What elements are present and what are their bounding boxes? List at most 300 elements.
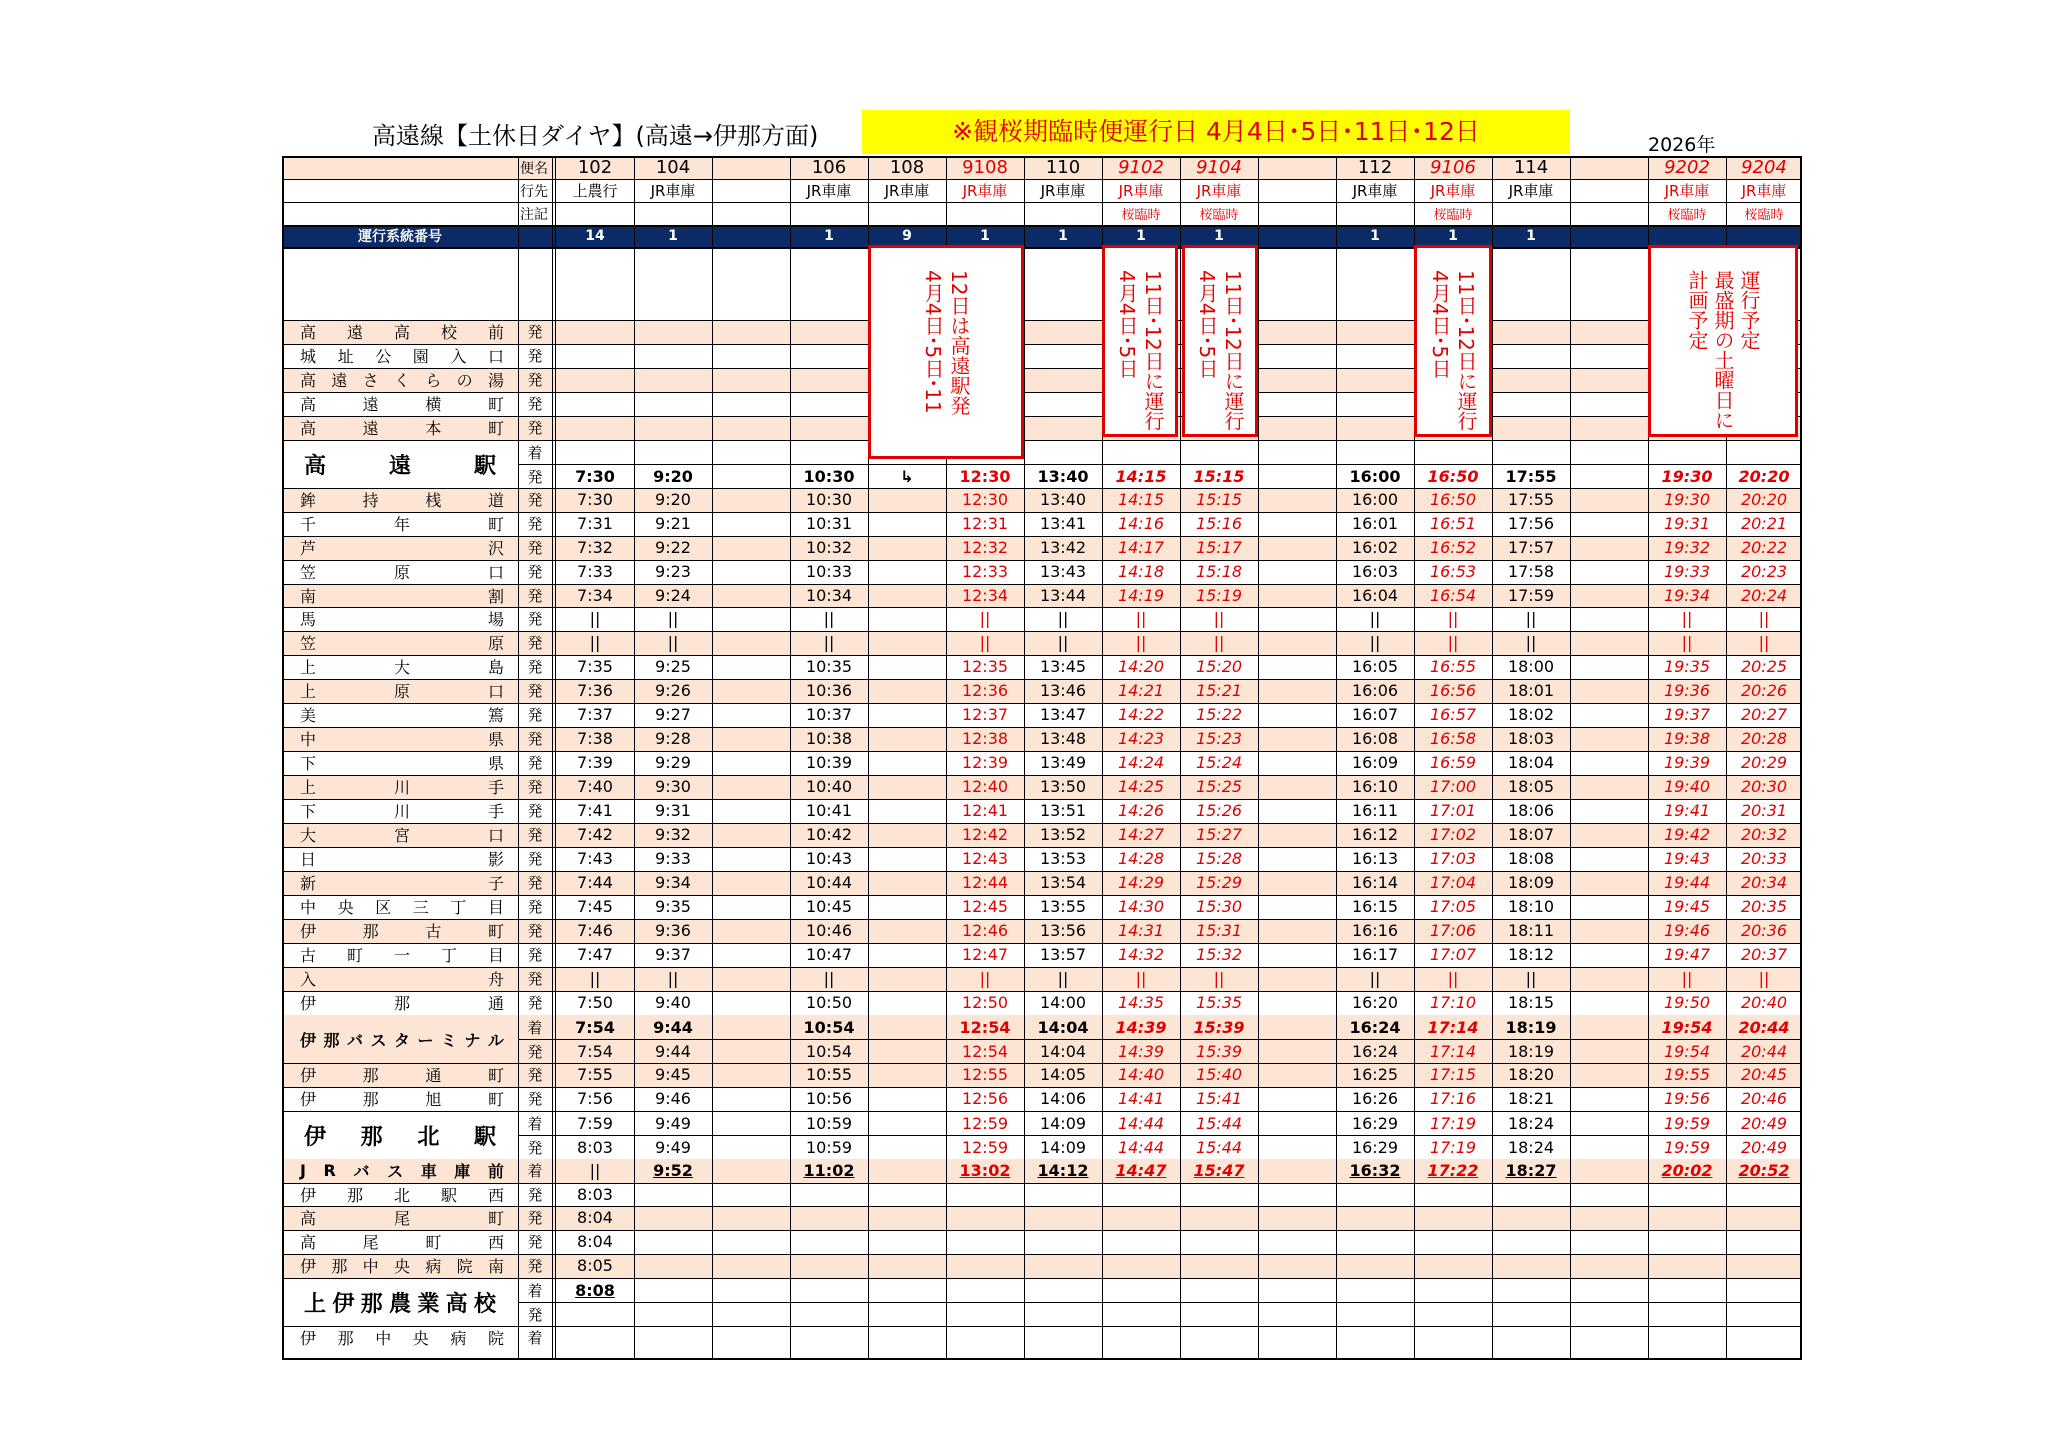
time-cell: [868, 991, 946, 1015]
time-cell: 9:49: [655, 1137, 691, 1157]
type-label: 着: [527, 1329, 543, 1348]
trip-no: [1258, 156, 1336, 179]
time-cell: 14:35: [1117, 993, 1165, 1013]
time-cell: 16:09: [1351, 753, 1399, 773]
time-cell: 16:53: [1429, 562, 1477, 582]
stop-name: 高 遠 駅: [304, 453, 496, 479]
stop-name: 南 割: [300, 587, 504, 607]
time-cell: [868, 1159, 946, 1183]
operation-note: [1414, 245, 1492, 437]
time-cell: ||: [1369, 633, 1381, 653]
route-number: 14: [585, 228, 605, 244]
time-cell: 7:56: [577, 1089, 613, 1109]
time-cell: 12:35: [961, 657, 1009, 677]
trip-note: [1570, 202, 1648, 225]
time-cell: ||: [823, 633, 835, 653]
time-cell: 20:28: [1740, 729, 1788, 749]
stop-name: 伊 那 通 町: [300, 1066, 504, 1086]
note-line: 運行予定: [1737, 270, 1761, 350]
time-cell: [1570, 1015, 1648, 1039]
time-cell: 14:15: [1117, 490, 1165, 510]
time-cell: 17:10: [1429, 993, 1477, 1013]
time-cell: 7:37: [577, 705, 613, 725]
time-cell: 19:37: [1663, 705, 1711, 725]
route-number: 1: [668, 228, 678, 244]
time-cell: 16:05: [1351, 657, 1399, 677]
col-divider: [634, 156, 635, 1360]
time-cell: ||: [667, 633, 679, 653]
time-cell: 13:42: [1039, 538, 1087, 558]
time-cell: 20:20: [1738, 466, 1790, 486]
time-cell: ||: [1135, 609, 1147, 629]
time-cell: 16:20: [1351, 993, 1399, 1013]
time-cell: ||: [1758, 609, 1770, 629]
time-cell: 7:54: [575, 1017, 615, 1037]
time-cell: [868, 1111, 946, 1135]
time-cell: 7:59: [577, 1113, 613, 1133]
type-label: 発: [527, 682, 543, 701]
stop-name: 高 遠 さ く ら の 湯: [300, 371, 504, 391]
time-cell: 7:55: [577, 1065, 613, 1085]
time-cell: [712, 1135, 790, 1159]
time-cell: 7:31: [577, 514, 613, 534]
half-divider: [518, 1302, 1802, 1303]
stop-name: 城 址 公 園 入 口: [300, 347, 504, 367]
time-cell: 15:40: [1195, 1065, 1243, 1085]
time-cell: 15:20: [1195, 657, 1243, 677]
trip-no: 9102: [1118, 157, 1164, 178]
time-cell: [712, 871, 790, 895]
time-cell: 14:21: [1117, 681, 1165, 701]
time-cell: 15:26: [1195, 801, 1243, 821]
time-cell: 12:36: [961, 681, 1009, 701]
time-cell: 18:05: [1507, 777, 1555, 797]
time-cell: 7:32: [577, 538, 613, 558]
time-cell: 13:41: [1039, 514, 1087, 534]
time-cell: 15:23: [1195, 729, 1243, 749]
note-line: 4月4日･5日: [1428, 270, 1452, 379]
stop-name: J R バ ス 車 庫 前: [300, 1161, 504, 1182]
time-cell: 20:22: [1740, 538, 1788, 558]
time-cell: [868, 512, 946, 536]
time-cell: [868, 967, 946, 991]
time-cell: 14:05: [1039, 1065, 1087, 1085]
route-number: [1726, 225, 1802, 247]
time-cell: 9:26: [655, 681, 691, 701]
time-cell: [868, 703, 946, 727]
time-cell: 17:19: [1429, 1113, 1477, 1133]
time-cell: 16:12: [1351, 825, 1399, 845]
time-cell: 17:04: [1429, 873, 1477, 893]
time-cell: 19:47: [1663, 945, 1711, 965]
time-cell: 16:56: [1429, 681, 1477, 701]
time-cell: [1258, 919, 1336, 943]
time-cell: 14:30: [1117, 897, 1165, 917]
stop-name: 伊 那 古 町: [300, 922, 504, 942]
time-cell: [1258, 823, 1336, 847]
time-cell: 14:47: [1115, 1161, 1167, 1181]
time-cell: 16:01: [1351, 514, 1399, 534]
time-cell: 13:40: [1037, 466, 1089, 486]
time-cell: ||: [979, 969, 991, 989]
time-cell: 14:20: [1117, 657, 1165, 677]
header-label-note: 注記: [520, 206, 548, 223]
time-cell: [712, 1087, 790, 1111]
time-cell: 14:27: [1117, 825, 1165, 845]
type-label: 発: [527, 1305, 543, 1324]
time-cell: 14:25: [1117, 777, 1165, 797]
type-label: 発: [527, 1233, 543, 1252]
time-cell: [712, 631, 790, 655]
trip-note: [1024, 202, 1102, 225]
time-cell: 14:12: [1037, 1161, 1089, 1181]
time-cell: 15:19: [1195, 586, 1243, 606]
time-cell: [712, 488, 790, 512]
time-cell: [868, 1135, 946, 1159]
time-cell: 14:09: [1039, 1113, 1087, 1133]
row-divider: [282, 179, 1802, 180]
time-cell: [1258, 488, 1336, 512]
trip-no: [1570, 156, 1648, 179]
stop-name: 下 県: [300, 754, 504, 774]
time-cell: 15:44: [1195, 1113, 1243, 1133]
time-cell: 13:02: [959, 1161, 1011, 1181]
type-label: 発: [527, 706, 543, 725]
time-cell: 14:00: [1039, 993, 1087, 1013]
time-cell: [1258, 560, 1336, 584]
time-cell: [1258, 751, 1336, 775]
time-cell: ||: [1135, 969, 1147, 989]
time-cell: [712, 679, 790, 703]
time-cell: 17:55: [1507, 490, 1555, 510]
time-cell: 10:54: [805, 1041, 853, 1061]
stop-name: 伊 那 北 駅: [304, 1124, 496, 1150]
time-cell: 9:25: [655, 657, 691, 677]
stop-name: 上 大 島: [300, 658, 504, 678]
time-cell: 19:59: [1663, 1113, 1711, 1133]
time-cell: 13:49: [1039, 753, 1087, 773]
trip-no: 112: [1357, 157, 1393, 178]
time-cell: 12:54: [961, 1041, 1009, 1061]
time-cell: 15:21: [1195, 681, 1243, 701]
time-cell: 10:56: [805, 1089, 853, 1109]
stop-name: 下 川 手: [300, 802, 504, 822]
time-cell: [1570, 727, 1648, 751]
stop-name: 伊 那 北 駅 西: [300, 1186, 504, 1206]
time-cell: [712, 1063, 790, 1087]
time-cell: 16:29: [1351, 1137, 1399, 1157]
time-cell: 16:24: [1349, 1017, 1401, 1037]
time-cell: ||: [979, 609, 991, 629]
header-label-no: 便名: [520, 160, 548, 177]
time-cell: 12:59: [961, 1113, 1009, 1133]
time-cell: 9:29: [655, 753, 691, 773]
time-cell: 13:50: [1039, 777, 1087, 797]
time-cell: 20:32: [1740, 825, 1788, 845]
time-cell: 11:02: [803, 1161, 855, 1181]
time-cell: 18:20: [1507, 1065, 1555, 1085]
trip-note: [634, 202, 712, 225]
time-cell: 12:34: [961, 586, 1009, 606]
time-cell: 10:59: [805, 1113, 853, 1133]
time-cell: 12:40: [961, 777, 1009, 797]
time-cell: 16:13: [1351, 849, 1399, 869]
time-cell: 15:27: [1195, 825, 1243, 845]
note-line: 11日･12日に運行: [1141, 270, 1165, 431]
time-cell: 20:27: [1740, 705, 1788, 725]
time-cell: [868, 584, 946, 608]
time-cell: 8:04: [577, 1232, 613, 1252]
time-cell: 7:43: [577, 849, 613, 869]
time-cell: 14:41: [1117, 1089, 1165, 1109]
time-cell: 16:55: [1429, 657, 1477, 677]
time-cell: 16:02: [1351, 538, 1399, 558]
time-cell: [1258, 1015, 1336, 1039]
route-number: 1: [1214, 228, 1224, 244]
time-cell: ||: [1681, 969, 1693, 989]
time-cell: 16:26: [1351, 1089, 1399, 1109]
time-cell: ||: [1369, 609, 1381, 629]
trip-dest: JR車庫: [1741, 182, 1787, 200]
time-cell: 7:38: [577, 729, 613, 749]
time-cell: ||: [1057, 969, 1069, 989]
time-cell: 19:45: [1663, 897, 1711, 917]
time-cell: 7:36: [577, 681, 613, 701]
note-line: 11日･12日に運行: [1454, 270, 1478, 431]
time-cell: [712, 895, 790, 919]
trip-dest: 上農行: [572, 182, 618, 200]
type-label: 発: [527, 419, 543, 438]
time-cell: 9:20: [653, 466, 693, 486]
time-cell: 16:17: [1351, 945, 1399, 965]
stop-name: 高 尾 町: [300, 1209, 504, 1229]
time-cell: 20:45: [1740, 1065, 1788, 1085]
type-label: 発: [527, 1138, 543, 1157]
time-cell: 17:06: [1429, 921, 1477, 941]
time-cell: [1570, 943, 1648, 967]
time-cell: 14:23: [1117, 729, 1165, 749]
time-cell: 14:16: [1117, 514, 1165, 534]
time-cell: 13:53: [1039, 849, 1087, 869]
time-cell: ||: [589, 633, 601, 653]
time-cell: 8:03: [577, 1137, 613, 1157]
time-cell: 20:44: [1740, 1041, 1788, 1061]
type-label: 発: [527, 563, 543, 582]
time-cell: 18:07: [1507, 825, 1555, 845]
trip-note: 桜臨時: [1667, 208, 1707, 223]
type-label: 着: [527, 1114, 543, 1133]
time-cell: 7:39: [577, 753, 613, 773]
time-cell: [1258, 1063, 1336, 1087]
time-cell: 20:46: [1740, 1089, 1788, 1109]
time-cell: ||: [1213, 969, 1225, 989]
time-cell: 17:55: [1505, 466, 1557, 486]
time-cell: [1258, 584, 1336, 608]
time-cell: 15:30: [1195, 897, 1243, 917]
time-cell: 12:32: [961, 538, 1009, 558]
time-cell: 18:12: [1507, 945, 1555, 965]
time-cell: 10:33: [805, 562, 853, 582]
time-cell: [1570, 1159, 1648, 1183]
time-cell: [1570, 1111, 1648, 1135]
time-cell: 14:19: [1117, 586, 1165, 606]
col-divider: [1024, 156, 1025, 1360]
time-cell: 20:33: [1740, 849, 1788, 869]
time-cell: 12:33: [961, 562, 1009, 582]
col-divider: [1570, 156, 1571, 1360]
trip-note: [1492, 202, 1570, 225]
stop-name: 芦 沢: [300, 539, 504, 559]
col-divider: [1336, 156, 1337, 1360]
time-cell: 19:42: [1663, 825, 1711, 845]
route-number: 1: [980, 228, 990, 244]
type-label: 発: [527, 946, 543, 965]
time-cell: 17:01: [1429, 801, 1477, 821]
time-cell: [1570, 703, 1648, 727]
trip-no: 104: [655, 157, 691, 178]
time-cell: 19:35: [1663, 657, 1711, 677]
route-number: 1: [824, 228, 834, 244]
time-cell: ||: [1447, 969, 1459, 989]
time-cell: 18:24: [1507, 1113, 1555, 1133]
time-cell: [868, 847, 946, 871]
time-cell: 17:14: [1429, 1041, 1477, 1061]
time-cell: 12:30: [961, 490, 1009, 510]
time-cell: [1570, 871, 1648, 895]
time-cell: [868, 799, 946, 823]
stop-name: 入 舟: [300, 970, 504, 990]
time-cell: 9:46: [655, 1089, 691, 1109]
time-cell: 14:18: [1117, 562, 1165, 582]
time-cell: 7:41: [577, 801, 613, 821]
time-cell: [1570, 991, 1648, 1015]
trip-dest: JR車庫: [1430, 182, 1476, 200]
time-cell: [1570, 751, 1648, 775]
time-cell: 9:33: [655, 849, 691, 869]
time-cell: ||: [667, 609, 679, 629]
time-cell: 17:59: [1507, 586, 1555, 606]
page-title: 高遠線【土休日ダイヤ】(高遠→伊那方面): [372, 122, 819, 150]
time-cell: 8:04: [577, 1208, 613, 1228]
time-cell: 20:26: [1740, 681, 1788, 701]
time-cell: [712, 751, 790, 775]
time-cell: [712, 536, 790, 560]
operation-note: [1102, 245, 1178, 437]
stop-name: 高 尾 町 西: [300, 1233, 504, 1253]
time-cell: [1570, 631, 1648, 655]
time-cell: 15:39: [1195, 1041, 1243, 1061]
time-cell: 9:21: [655, 514, 691, 534]
trip-dest: [712, 179, 790, 202]
time-cell: 14:04: [1037, 1017, 1089, 1037]
year-label: 2026年: [1648, 134, 1716, 156]
time-cell: 18:27: [1505, 1161, 1557, 1181]
trip-note: 桜臨時: [1199, 208, 1239, 223]
time-cell: [712, 1159, 790, 1183]
time-cell: 9:30: [655, 777, 691, 797]
stop-name: 伊 那 中 央 病 院 南: [300, 1257, 504, 1277]
type-label: 発: [527, 802, 543, 821]
time-cell: 20:23: [1740, 562, 1788, 582]
time-cell: 10:35: [805, 657, 853, 677]
time-cell: 12:56: [961, 1089, 1009, 1109]
time-cell: 20:49: [1740, 1137, 1788, 1157]
time-cell: 18:15: [1507, 993, 1555, 1013]
time-cell: 13:55: [1039, 897, 1087, 917]
time-cell: [1570, 1039, 1648, 1063]
time-cell: 7:50: [577, 993, 613, 1013]
time-cell: 12:43: [961, 849, 1009, 869]
time-cell: 9:32: [655, 825, 691, 845]
time-cell: 16:08: [1351, 729, 1399, 749]
stop-name: 伊 那 バ ス タ ー ミ ナ ル: [300, 1030, 504, 1050]
time-cell: 14:26: [1117, 801, 1165, 821]
time-cell: [868, 1015, 946, 1039]
time-cell: [712, 1015, 790, 1039]
time-cell: 9:22: [655, 538, 691, 558]
trip-no: 9106: [1430, 157, 1476, 178]
stop-name: 中 央 区 三 丁 目: [300, 898, 504, 918]
route-number: 9: [902, 228, 912, 244]
route-number: 1: [1448, 228, 1458, 244]
note-line: 4月4日･5日: [1115, 270, 1139, 379]
time-cell: 14:44: [1117, 1137, 1165, 1157]
time-cell: 13:56: [1039, 921, 1087, 941]
time-cell: 15:25: [1195, 777, 1243, 797]
time-cell: [868, 895, 946, 919]
type-label: 発: [527, 515, 543, 534]
time-cell: 12:39: [961, 753, 1009, 773]
time-cell: 15:15: [1195, 490, 1243, 510]
time-cell: 19:46: [1663, 921, 1711, 941]
note-line: 4月4日･5日: [1195, 270, 1219, 379]
time-cell: 8:08: [575, 1280, 615, 1300]
time-cell: 20:20: [1740, 490, 1788, 510]
stop-name: 笠 原: [300, 634, 504, 654]
time-cell: 20:44: [1738, 1017, 1790, 1037]
header-label-dest: 行先: [520, 183, 548, 200]
time-cell: 9:20: [655, 490, 691, 510]
time-cell: ||: [1525, 969, 1537, 989]
time-cell: 10:41: [805, 801, 853, 821]
time-cell: 17:56: [1507, 514, 1555, 534]
time-cell: [1258, 679, 1336, 703]
type-label: 発: [527, 826, 543, 845]
time-cell: 12:46: [961, 921, 1009, 941]
type-label: 発: [527, 898, 543, 917]
stop-name: 高 遠 本 町: [300, 419, 504, 439]
time-cell: 12:37: [961, 705, 1009, 725]
time-cell: 14:31: [1117, 921, 1165, 941]
col-divider: [552, 156, 553, 1360]
time-cell: [1258, 1039, 1336, 1063]
type-label: 発: [527, 922, 543, 941]
time-cell: [1258, 847, 1336, 871]
time-cell: 18:03: [1507, 729, 1555, 749]
route-number: [1258, 225, 1336, 247]
time-cell: 15:15: [1193, 466, 1245, 486]
time-cell: 19:55: [1663, 1065, 1711, 1085]
time-cell: 14:06: [1039, 1089, 1087, 1109]
type-label: 発: [527, 467, 543, 486]
type-label: 発: [527, 587, 543, 606]
time-cell: 12:38: [961, 729, 1009, 749]
time-cell: 9:45: [655, 1065, 691, 1085]
time-cell: [868, 631, 946, 655]
time-cell: [712, 655, 790, 679]
time-cell: 9:34: [655, 873, 691, 893]
time-cell: 17:14: [1427, 1017, 1479, 1037]
